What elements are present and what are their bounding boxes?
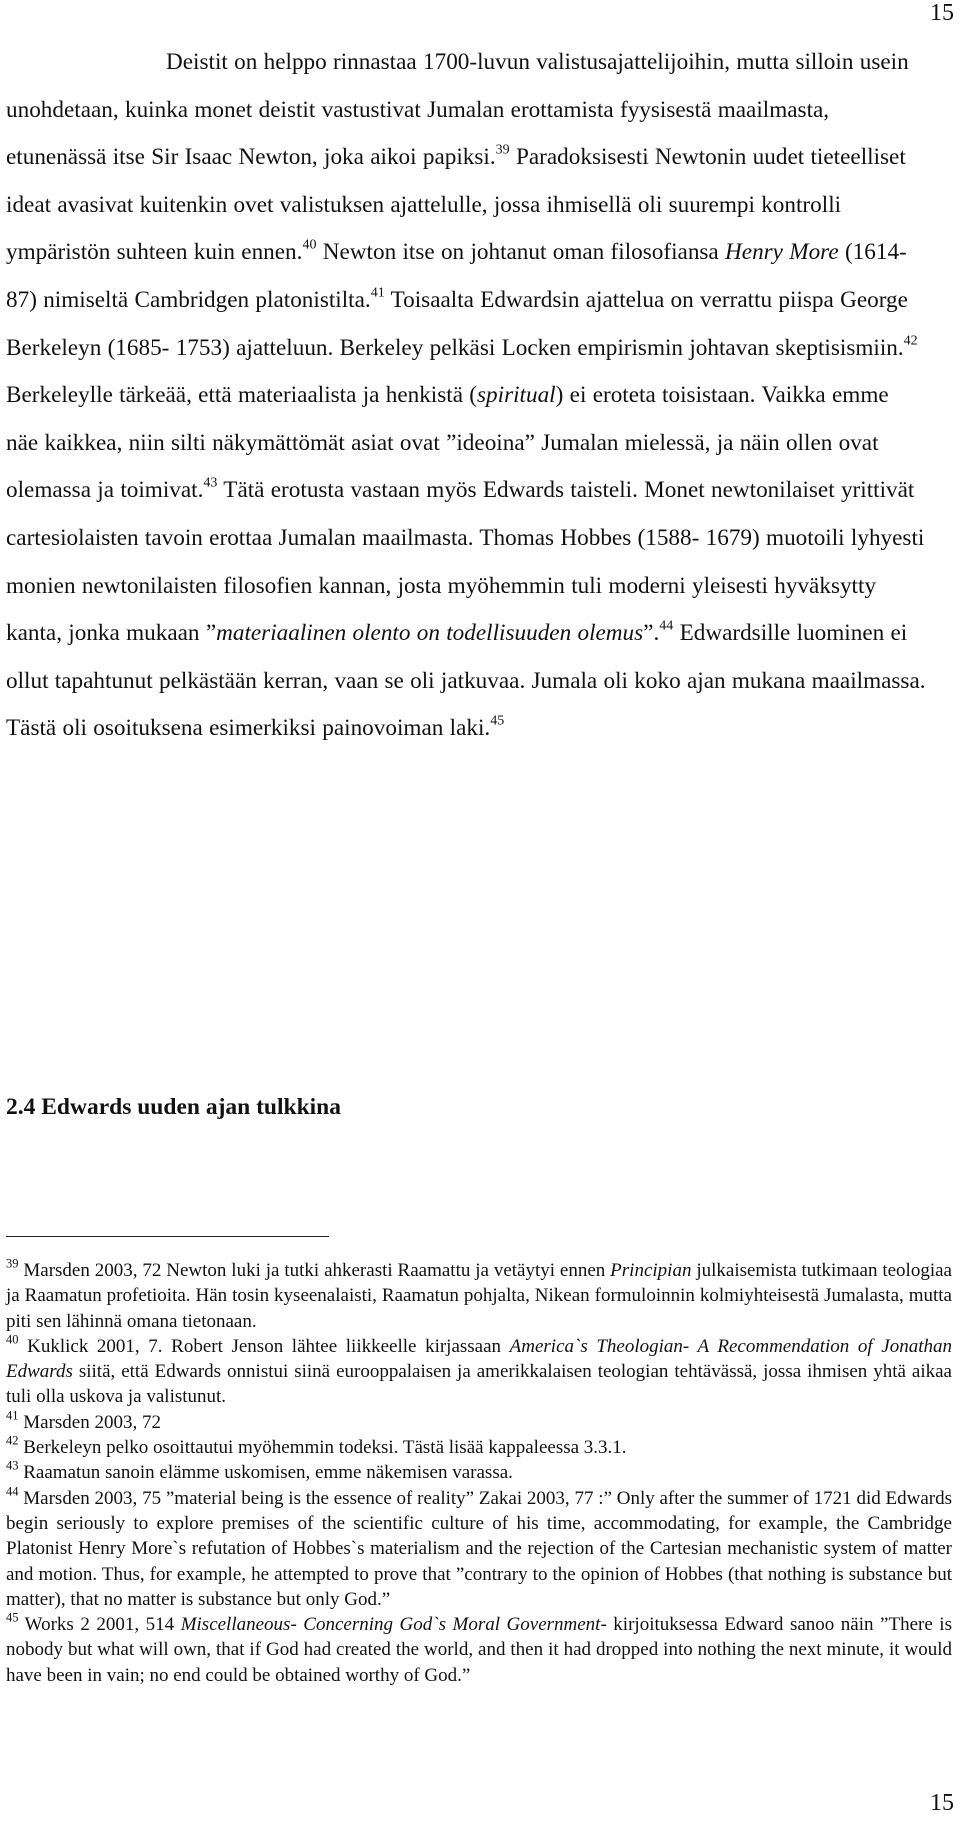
section-heading: 2.4 Edwards uuden ajan tulkkina xyxy=(6,1094,342,1120)
footnote-ref-41[interactable]: 41 xyxy=(370,285,385,301)
footnote-text: Marsden 2003, 72 Newton luki ja tutki ahkerasti Raamattu ja vetäytyi ennen xyxy=(18,1260,611,1281)
footnotes-section xyxy=(6,1258,952,1688)
body-sentence: ) ei eroteta toisistaan. Vaikka emme näe kaikkea, niin silti näkymättömät asiat ovat ”ideoina” Jumalan mielessä, ja näin ollen ovat olemassa ja toimivat. xyxy=(6,382,889,504)
footnote-text: julkaisemista tutkimaan teologiaa ja Raamatun profetioita. Hän tosin kyseenalaisti, Raamatun pohjalta, Nikean formuloinnin kolmiyhteisestä Jumalasta, mutta piti sen lähinnä omana tietonaan. xyxy=(6,1260,952,1332)
body-italic-term: spiritual xyxy=(477,382,556,409)
page-number-bottom: 15 xyxy=(930,1790,954,1816)
footnote-italic: Miscellaneous- Concerning God`s Moral Government- xyxy=(180,1614,607,1636)
footnote-italic: Principian xyxy=(610,1260,692,1281)
footnote-separator xyxy=(6,1236,329,1237)
footnote-number: 39 xyxy=(6,1256,19,1271)
body-sentence: Newton itse on johtanut oman filosofiansa xyxy=(316,239,726,266)
body-sentence: Deistit on helppo rinnastaa 1700-luvun valistusajattelijoihin, mutta silloin usein unohdetaan, kuinka monet deistit vastustivat Jumalan erottamista fyysisestä maailmasta, etunenässä itse Sir Isaac Newton, joka aikoi papiksi. xyxy=(6,49,909,171)
footnote-text: Marsden 2003, 75 ”material being is the essence of reality” Zakai 2003, 77 :” Only after the summer of 1721 did Edwards begin seriously to explore premises of the scientific culture of his time, accommodating, for example, the Cambridge Platonist Henry More`s refutation of Hobbes`s materialism and the rejection of the Cartesian mechanistic system of matter and motion. Thus, for example, he attempted to prove that ”contrary to the opinion of Hobbes (that nothing is substance but matter), that no matter is substance but only God.” xyxy=(6,1487,952,1610)
body-paragraph xyxy=(6,39,926,753)
footnote-40 xyxy=(6,1334,952,1410)
footnote-number: 45 xyxy=(6,1610,19,1625)
body-italic-quote: materiaalinen olento on todellisuuden olemus xyxy=(216,620,644,647)
footnote-text: Berkeleyn pelko osoittautui myöhemmin todeksi. Tästä lisää kappaleessa 3.3.1. xyxy=(18,1437,627,1459)
footnote-ref-40[interactable]: 40 xyxy=(302,237,317,253)
body-sentence: ”. xyxy=(643,620,660,647)
footnote-44 xyxy=(6,1483,952,1612)
body-sentence: (1614- 87) nimiseltä Cambridgen platonistilta. xyxy=(6,239,907,313)
body-italic-name: Henry More xyxy=(725,239,839,266)
footnote-ref-43[interactable]: 43 xyxy=(203,475,218,491)
page-number-top: 15 xyxy=(930,0,954,26)
footnote-39 xyxy=(6,1258,952,1334)
footnote-text: Raamatun sanoin elämme uskomisen, emme näkemisen varassa. xyxy=(18,1462,513,1484)
footnote-number: 43 xyxy=(6,1458,19,1473)
body-sentence: Edwardsille luominen ei ollut tapahtunut pelkästään kerran, vaan se oli jatkuvaa. Jumala oli koko ajan mukana maailmassa. Tästä oli osoituksena esimerkiksi painovoiman laki. xyxy=(6,620,926,742)
body-sentence: Tätä erotusta vastaan myös Edwards taisteli. Monet newtonilaiset yrittivät cartesiolaisten tavoin erottaa Jumalan maailmasta. Thomas Hobbes (1588- 1679) muotoili lyhyesti monien newtonilaisten filosofien kannan, josta myöhemmin tuli moderni yleisesti hyväksytty kanta, jonka mukaan ” xyxy=(6,477,925,647)
footnote-ref-39[interactable]: 39 xyxy=(495,142,510,158)
footnote-italic: America`s Theologian- A Recommendation of Jonathan Edwards xyxy=(6,1335,952,1383)
footnote-ref-42[interactable]: 42 xyxy=(903,333,918,349)
body-sentence: Berkeleylle tärkeää, että materiaalista ja henkistä ( xyxy=(6,382,478,409)
footnote-text: kirjoituksessa Edward sanoo näin ”There is nobody but what will own, that if God had created the world, and then it had dropped into nothing the next minute, it would have been in vain; no end could be obtained worthy of God.” xyxy=(6,1614,952,1686)
footnote-text: Marsden 2003, 72 xyxy=(18,1411,161,1433)
footnote-text: siitä, että Edwards onnistui siinä eurooppalaisen ja amerikkalaisen teologian tehtävässä, jossa ihmisen yhtä aikaa tuli olla uskova ja valistunut. xyxy=(6,1361,952,1408)
body-paragraph-container xyxy=(6,39,926,753)
footnote-41 xyxy=(6,1410,952,1435)
footnote-number: 42 xyxy=(6,1433,19,1448)
footnote-text: Kuklick 2001, 7. Robert Jenson lähtee liikkeelle kirjassaan xyxy=(18,1335,510,1357)
footnote-text: Works 2 2001, 514 xyxy=(18,1614,181,1636)
footnote-ref-45[interactable]: 45 xyxy=(490,713,505,729)
footnote-ref-44[interactable]: 44 xyxy=(659,618,674,634)
body-sentence: Paradoksisesti Newtonin uudet tieteelliset ideat avasivat kuitenkin ovet valistuksen ajattelulle, jossa ihmisellä oli suurempi kontrolli ympäristön suhteen kuin ennen. xyxy=(6,144,906,266)
footnote-42 xyxy=(6,1435,952,1460)
footnote-43 xyxy=(6,1460,952,1485)
footnote-number: 40 xyxy=(6,1332,19,1347)
footnote-45 xyxy=(6,1612,952,1688)
footnote-number: 44 xyxy=(6,1483,19,1498)
body-sentence: Toisaalta Edwardsin ajattelua on verrattu piispa George Berkeleyn (1685- 1753) ajatteluun. Berkeley pelkäsi Locken empirismin johtavan skeptisismiin. xyxy=(6,286,908,361)
footnote-number: 41 xyxy=(6,1408,19,1423)
